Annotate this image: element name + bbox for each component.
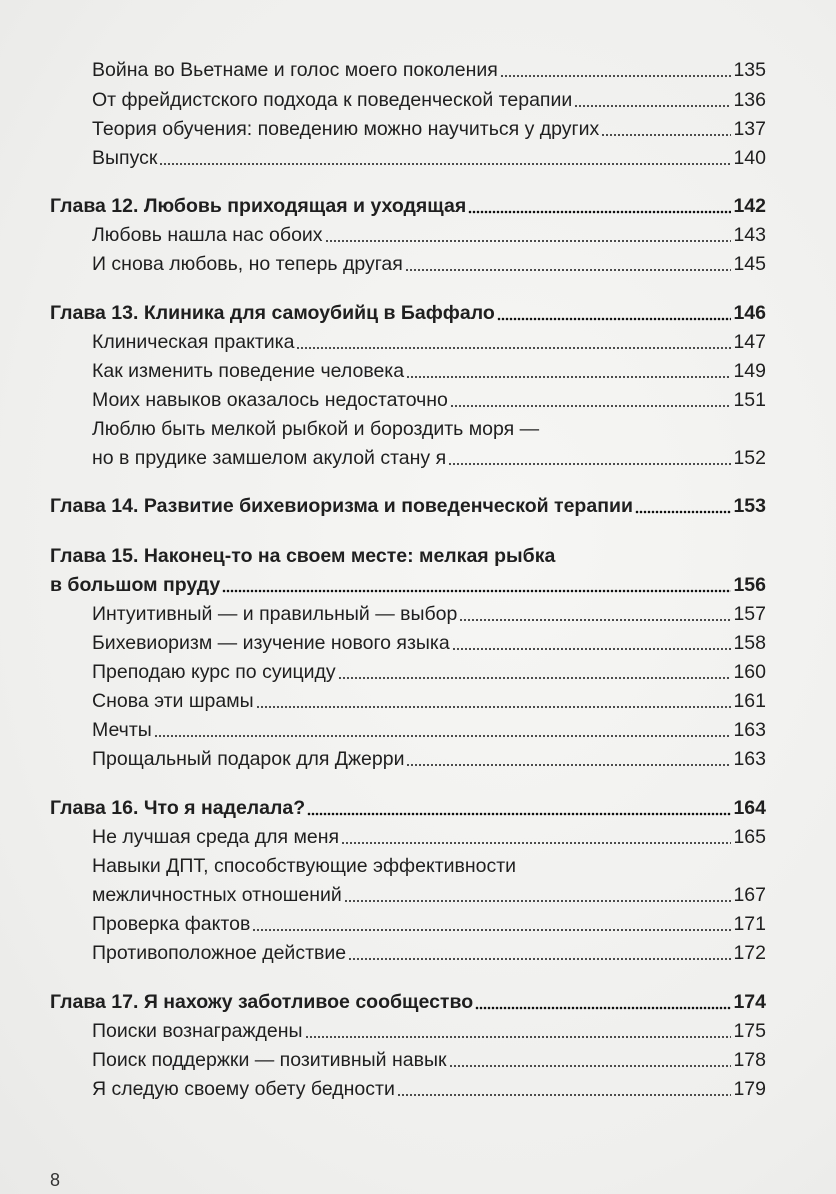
toc-entry [50,58,766,88]
toc-entry-title: Люблю быть мелкой рыбкой и бороздить моря — [92,418,540,440]
toc-entry-page: 160 [733,661,766,683]
toc-entry-title: Интуитивный — и правильный — выбор [92,603,458,625]
toc-entry-title: Я следую своему обету бедности [92,1078,395,1100]
toc-entry [50,718,766,747]
toc-entry [50,252,766,301]
toc-entry-title: Клиническая практика [92,331,295,353]
chapter-title: Глава 14. Развитие бихевиоризма и поведенческой терапии [50,495,633,517]
toc-entry-page: 167 [733,884,766,906]
dot-leader [307,812,731,816]
toc-entry [50,602,766,631]
toc-entry [50,631,766,660]
toc-chapter [50,796,766,825]
dot-leader [635,510,732,514]
toc-entry-title: Снова эти шрамы [92,690,254,712]
toc-entry [50,825,766,854]
toc-entry [50,1048,766,1077]
dot-leader [459,618,731,622]
toc-entry-title: И снова любовь, но теперь другая [92,253,403,275]
toc-entry-title: межличностных отношений [92,884,342,906]
dot-leader [452,647,732,651]
toc-entry [50,359,766,388]
toc-entry-title: Прощальный подарок для Джерри [92,748,405,770]
dot-leader [601,133,731,137]
toc-entry-page: 172 [733,942,766,964]
dot-leader [325,239,732,243]
toc-entry-page: 175 [733,1020,766,1042]
toc-entry [50,912,766,941]
toc-entry [50,1077,766,1106]
toc-chapter [50,194,766,223]
toc-entry-title: Противоположное действие [92,942,347,964]
toc-entry [50,1019,766,1048]
toc-entry-page: 165 [733,826,766,848]
toc-entry [50,330,766,359]
dot-leader [406,763,731,767]
dot-leader [397,1093,732,1097]
toc-entry-title: От фрейдистского подхода к поведенческой терапии [92,89,573,111]
toc-entry [50,941,766,990]
toc-chapter [50,990,766,1019]
chapter-page: 146 [733,302,766,324]
dot-leader [500,74,732,78]
toc-entry-title: Как изменить поведение человека [92,360,405,382]
toc-entry-title: Навыки ДПТ, способствующие эффективности [92,855,517,877]
toc-entry-page: 140 [733,147,766,169]
toc-entry [50,660,766,689]
chapter-title: Глава 13. Клиника для самоубийц в Баффало [50,302,495,324]
chapter-page: 153 [733,495,766,517]
toc-entry [50,117,766,146]
toc-entry-title: Поиск поддержки — позитивный навык [92,1049,447,1071]
toc-entry-title: Бихевиоризм — изучение нового языка [92,632,450,654]
dot-leader [475,1006,731,1010]
chapter-title: в большом пруду [50,574,221,596]
toc-entry [50,146,766,194]
dot-leader [305,1035,732,1039]
dot-leader [154,734,732,738]
dot-leader [341,841,731,845]
toc-entry-title: Преподаю курс по суициду [92,661,336,683]
toc-entry-title: Война во Вьетнаме и голос моего поколения [92,59,498,81]
dot-leader [159,162,731,166]
toc-entry-page: 158 [733,632,766,654]
toc-entry-page: 136 [733,89,766,111]
toc-entry-title: но в прудике замшелом акулой стану я [92,447,447,469]
toc-entry-title: Моих навыков оказалось недостаточно [92,389,448,411]
toc-entry [50,854,766,883]
toc-entry [50,388,766,417]
table-of-contents [50,58,766,1106]
toc-entry [50,747,766,796]
chapter-page: 142 [733,195,766,217]
toc-entry-title: Не лучшая среда для меня [92,826,340,848]
dot-leader [256,705,732,709]
toc-entry-title: Любовь нашла нас обоих [92,224,323,246]
dot-leader [574,104,731,108]
dot-leader [450,404,732,408]
page-number: 8 [50,1170,61,1190]
toc-chapter [50,301,766,330]
dot-leader [344,899,732,903]
toc-entry-page: 143 [733,224,766,246]
toc-entry-title: Проверка фактов [92,913,251,935]
dot-leader [222,589,731,593]
toc-entry-title: Поиски вознаграждены [92,1020,303,1042]
toc-entry-page: 178 [733,1049,766,1071]
toc-entry-page: 137 [733,118,766,140]
dot-leader [406,375,731,379]
toc-chapter [50,494,766,544]
toc-entry-page: 149 [733,360,766,382]
chapter-title: Глава 17. Я нахожу заботливое сообщество [50,991,474,1013]
toc-chapter [50,544,766,573]
dot-leader [449,1064,732,1068]
dot-leader [497,317,732,321]
toc-entry [50,223,766,252]
toc-entry [50,417,766,446]
toc-entry [50,689,766,718]
toc-entry-page: 145 [733,253,766,275]
dot-leader [405,268,732,272]
toc-entry-page: 163 [733,719,766,741]
dot-leader [468,210,731,214]
chapter-title: Глава 16. Что я наделала? [50,797,306,819]
toc-entry [50,446,766,494]
dot-leader [348,957,731,961]
dot-leader [252,928,731,932]
chapter-page: 164 [733,797,766,819]
dot-leader [448,462,731,466]
toc-entry-page: 157 [733,603,766,625]
dot-leader [338,676,732,680]
dot-leader [296,346,731,350]
chapter-title: Глава 15. Наконец-то на своем месте: мелкая рыбка [50,545,556,567]
toc-entry-title: Мечты [92,719,152,741]
toc-entry-page: 179 [733,1078,766,1100]
toc-entry-page: 151 [733,389,766,411]
toc-entry-title: Теория обучения: поведению можно научиться у других [92,118,600,140]
toc-entry-page: 171 [733,913,766,935]
chapter-page: 156 [733,574,766,596]
toc-entry-page: 152 [733,447,766,469]
toc-entry [50,88,766,117]
toc-entry-page: 147 [733,331,766,353]
toc-chapter [50,573,766,602]
chapter-title: Глава 12. Любовь приходящая и уходящая [50,195,467,217]
toc-entry-page: 135 [733,59,766,81]
toc-entry [50,883,766,912]
toc-entry-title: Выпуск [92,147,158,169]
chapter-page: 174 [733,991,766,1013]
toc-entry-page: 161 [733,690,766,712]
toc-entry-page: 163 [733,748,766,770]
